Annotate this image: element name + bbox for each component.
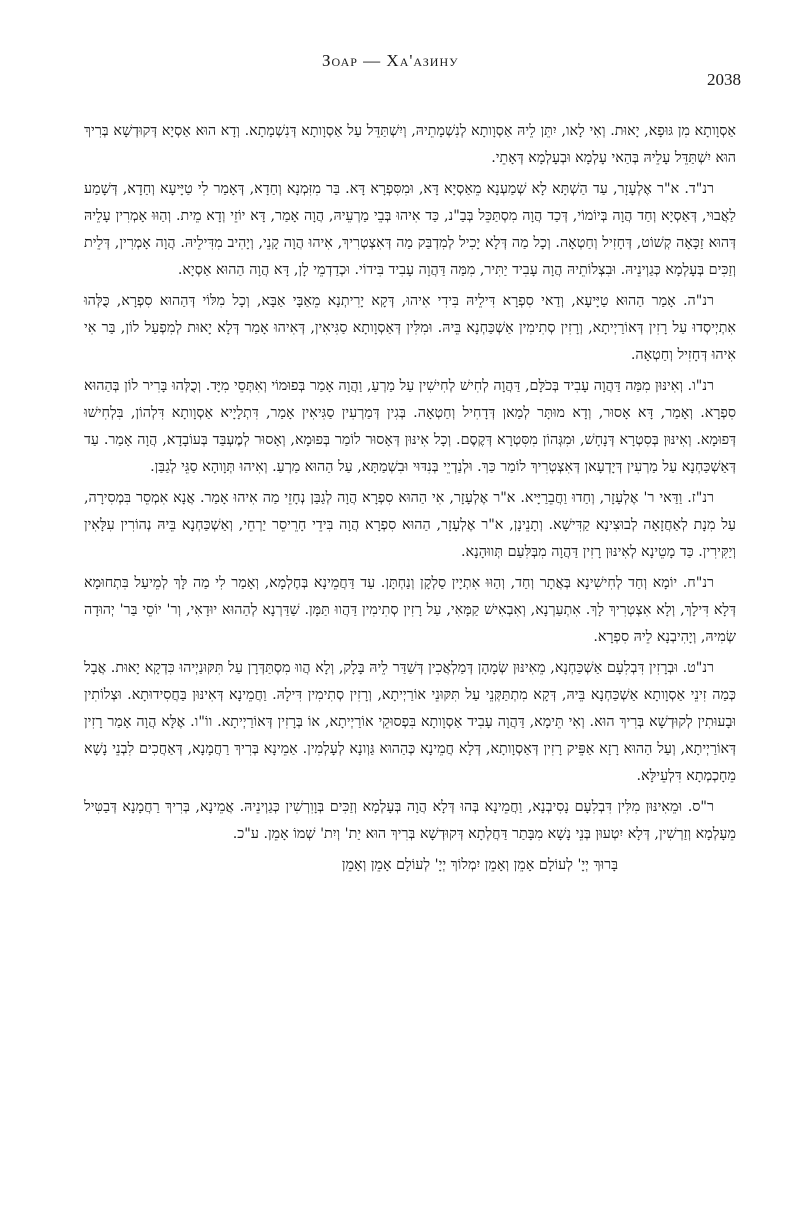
- paragraph-text: רנ"ח. יוֹמָא וְחַד לְחִישִׁינָא בְּאֲתָר וְחַד, וְהַוּוּ אִתְיָין סַלְקָן וְנַחְתָּן. עַד דַּחֲמֵינָא בְּחֶלְמָא, וְאָמַר לִי מַה לָּךְ לְמֵיעַל בִּתְחוּמָא דְּלָא דִּילָךְ, וְלָא אִצְטְרִיךְ לָךְ. אִתְעַרְנָא, וְאִבְאִישׁ קַמָּאִי, עַל רָזִין סְתִימִין דַּהֲווּ תַּמָּן. שַׁדַּרְנָא לְהַהוּא יוּדָאִי, וְר' יוֹסֵי בַּר' יְהוּדָה שְׂמִיהּ, וְיָהִיבְנָא לֵיהּ סִפְרָא.: [84, 575, 736, 645]
- paragraph-text: רנ"ז. וַדַּאי ר' אֶלְעָזָר, וְחַדוּ וַחֲבֵרַיָּיא. א"ר אֶלְעָזָר, אִי הַהוּא סִפְרָא הֲוָה לְגַבַּן נְחָזֵי מַה אִיהוּ אָמַר. אֲנָא אִמְסֵר בִּמְסִירָה, עַל מִנָת לְאַחֲזָאָה לְבוּצִינָא קַדִּישָׁא. וְתָנֵינָן, א"ר אֶלְעָזָר, הַהוּא סִפְרָא הֲוָה בִּידֵי חָרֵיסֵר יַרְחֵי, וְאַשְׁכַּחְנָא בֵּיהּ נְהוֹרִין עִלָּאִין וְיַקִּירִין. כַּד מָטֵינָא לְאִינּוּן רָזִין דַּהֲוָה מִבְּלִּעַם תְּווּהָנָא.: [84, 490, 736, 560]
- paragraph-256: [84, 373, 736, 481]
- paragraph-254: [84, 176, 736, 284]
- paragraph-255: [84, 288, 736, 369]
- paragraph-258: [84, 570, 736, 651]
- running-head: Зоар — Ха'азину: [322, 51, 459, 70]
- paragraph-text: רנ"ה. אָמַר הַהוּא טַיָּיעָא, וְדַאי סִפְרָא דִּילֵיהּ בִּידִי אִיהוּ, דְּקָא יָרִיתְנָא מֵאַבָּי אַבָּא, וְכָל מִלּוֹי דְּהַהוּא סִפְרָא, כֻּלְּהוּ אִתְיְיסְדוּ עַל רָזִין דְּאוֹרַיְיתָא, וְרָזִין סְתִימִין אַשְׁכַּחְנָא בֵּיהּ. וּמִלִּין דְּאַסְוָותָא סַגִּיאִין, דְּאִיהוּ אָמַר דְּלָא יָאוּת לְמִפְעַל לוֹן, בַּר אִי אִיהוּ דְּחָזִיל וְחַטְאָה.: [84, 293, 736, 363]
- paragraph-text: ר"ס. וּמֵאִינּוּן מִלִּין דִּבְלִעָם נָסִיבְנָא, וַחֲמֵינָא בְּהוּ דְּלָא הֲוָה בְּעָלְמָא וְזַכִּים בְּוָוִרְשִׁין כְּגַוְינֵיהּ. אֲמֵינָא, בְּרִיךְ רַחֲמָנָא דְּבַטִּיל מֵעָלְמָא וְזַרְשִׁין, דְּלָא יִטְעוּן בְּנֵי נָשָׁא מִבָּתַר דַּחֲלְתָא דְּקוּדְשָׁא בְּרִיךְ הוּא יַת' וְיִת' שְׁמוֹ אָמֵן. ע"כ.: [84, 799, 736, 842]
- paragraph-257: [84, 485, 736, 566]
- paragraph-text: רנ"ד. א"ר אֶלְעָזָר, עַד הַשְׁתָּא לָא שְׁמַעְנָא מֵאַסְיָא דָּא, וּמִסִּפְרָא דָּא. בַּר מִזִּמְנָא וְחַדָא, דְּאָמַר לִי טַיָּיעָא וְחַדָא, דְּשָׁמַע לַאֲבוּי, דְּאַסְיָא וְחַד הֲוָה בְּיוֹמוֹי, דְּכַד הֲוָה מִסְתַּכֵּל בְּבַ"נ, כַּד אִיהוּ בְּבֵי מַרְעֵיהּ, הֲוָה אָמַר, דָּא יוֹזֵי וְדָא מֵית. וְהַוּוּ אָמְרִין עָלֵיהּ דְּהוּא זַכָּאָה קְשׁוֹט, דְּחָזִיל וְחַטְאָה. וְכָל מַה דְּלָא יָכִיל לְמִדְבַּק מַה דְּאִצְטְרִיךְ, אִיהוּ הֲוָה קָנֵי, וְיָהִיב מִדִּילֵיהּ. הֲוָה אָמְרִין, דְּלֵית וְזַכִּים בְּעָלְמָא כְּגַוְינֵיהּ. וּבִצְלוֹתֵיהּ הֲוָה עָבִיד יַתִּיר, מִמַּה דַּהֲוָה עָבִיד בִּידוֹי. וּכְדַדְמֵי לָן, דָּא הֲוָה הַהוּא אַסְיָא.: [84, 181, 736, 278]
- paragraph-text: רנ"ו. וְאִינּוּן מִמַּה דַּהֲוָה עָבִיד בְּכֹלָּם, דַּהֲוָה לְחִישׁ לְחִישִׁין עַל מַרְעַ, וַהֲוָה אָמַר בְּפוּמוֹי וְאִתְּסֵי מִיָּד. וְכֻלְּהוּ בָּרִיר לוֹן בְּהַהוּא סִפְרָא. וְאָמַר, דָּא אָסוּר, וְדָא מוּתָּר לְמַאן דְּדָחִיל וְחַטְאָה. בְּגִין דְּמַרְעִין סַגִּיאִין אָמַר, דִּתְלָיָיא אַסְוָותָא דִּלְהוֹן, בִּלְחִישׁוּ דְּפוּמָא. וְאִינּוּן בְּסִטְרָא דְּנָחָשׁ, וּמִגְּהוֹן מִסִּטְרָא דְּקֶסֶם. וְכָל אִינּוּן דְּאָסוּר לוֹמַר בְּפוּמָא, וְאָסוּר לְמֶעְבַּד בְּעוֹבָדָא, הֲוָה אָמַר. עַד דְּאַשְׁכַּחְנָא עַל מַרְעִין דְּיָדְעָאן דְּאִצְטְרִיךְ לוֹמַר כַּךְ. וּלְנַדְיֵי בְּנִדּוּי וּבִשְׁמַתָּא, עַל הַהוּא מַרְעַ. וְאִיהוּ תְּוָוהָא סַגֵּי לְגַבַּן.: [84, 378, 736, 475]
- paragraph-text: רנ"ט. וּבְרָזִין דִּבְלִעָם אַשְׁכַּחְנָא, מֵאִינּוּן שְׂמָהָן דְּמַלְאֲכִין דְּשַׁדַּר לֵיהּ בָּלָק, וְלָא הֲווּ מִסְתַּדְּרָן עַל תִּקּוּנַיְיהוּ כִּדְקָא יָאוּת. אֲבָל כְּמַה זִינֵי אַסְוָותָא אַשְׁכַּחְנָא בֵּיהּ, דְּקָא מִתְתַּקְּנֵי עַל תִּקּוּנֵי אוֹרַיְיתָא, וְרָזִין סְתִימִין דִּילָהּ. וַחֲמֵינָא דְּאִינּוּן בַּחֲסִידוּתָא. וּצְלוֹתִין וּבָעוּתִין לְקוּדְשָׁא בְּרִיךְ הוּא. וְאִי תֵּימָא, דַּהֲוָה עָבִיד אַסְוָותָא בִּפְסוּקֵי אוֹרַיְיתָא, אוֹ בְּרָזִין דְּאוֹרַיְיתָא. ווֹ"ו. אֶלָּא הֲוָה אָמַר רָזִין דְּאוֹרַיְיתָא, וְעַל הַהוּא רָזָא אַפֵּיק רָזִין דְּאַסְוָותָא, דְּלָא חֲמֵינָא כְּהַהוּא גַּוְונָא לְעָלְמִין. אַמֵינָא בְּרִיךְ רַחֲמָנָא, דְּאַחֲכִים לִבְנֵי נָשָׁא מֵחָכְמְתָא דִּלְעֵילָּא.: [84, 660, 736, 784]
- page-number: 2038: [707, 70, 741, 89]
- paragraph-text: אַסְוָותָא מִן גּוּפָא, יָאוּת. וְאִי לָאו, יִתֵּן לֵיהּ אַסְוָותָא לְנִשְׁמָתֵיהּ, וְיִשְׁתַּדֵּל עַל אַסְוָותָא דְּנִשְׁמָתָא. וְדָא הוּא אַסְיָא דְּקוּדְשָׁא בְּרִיךְ הוּא יִשְׁתַּדֵּל עָלֵיהּ בְּהַאי עָלְמָא וּבְעָלְמָא דְּאָתֵי.: [84, 123, 736, 166]
- paragraph-continued: [84, 118, 736, 172]
- paragraph-259: [84, 655, 736, 790]
- body-text: [84, 118, 736, 879]
- closing-blessing: בָּרוּךְ יְיָ' לְעוֹלָם אָמֵן וְאָמֵן יִמְלוֹךְ יְיָ' לְעוֹלָם אָמֵן וְאָמֵן: [341, 857, 619, 873]
- paragraph-260: [84, 794, 736, 848]
